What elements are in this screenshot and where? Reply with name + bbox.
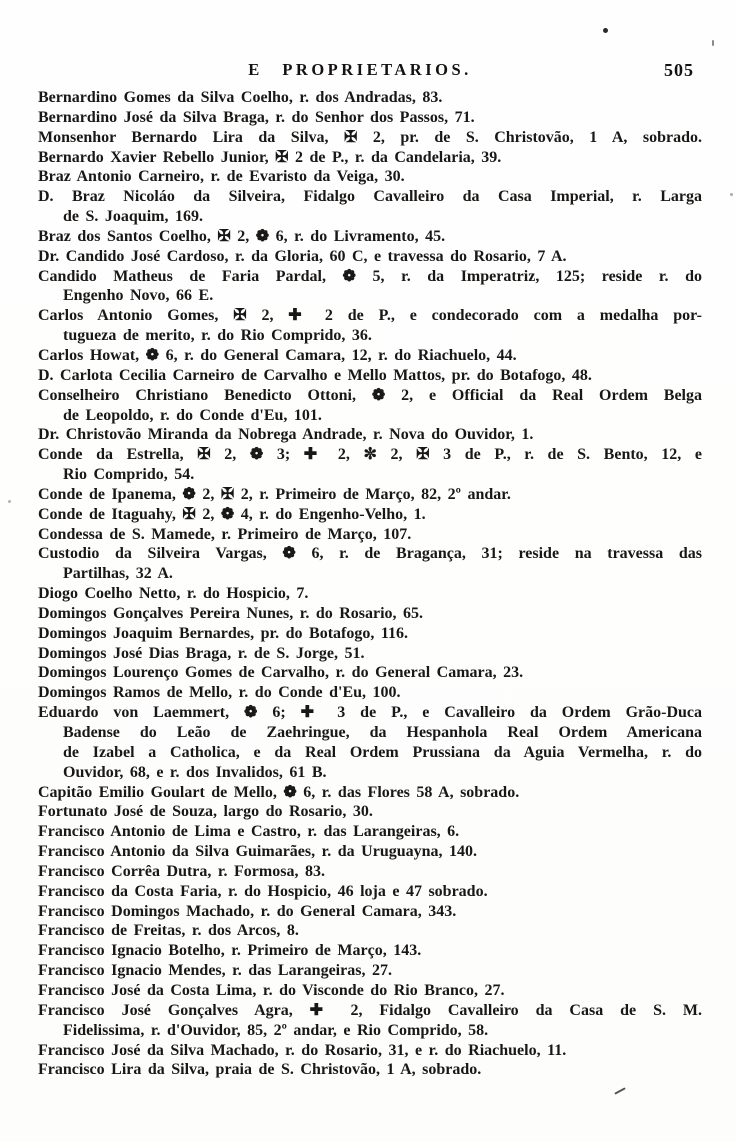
directory-line: Partilhas, 32 A.	[63, 565, 173, 583]
directory-line: D. Carlota Cecilia Carneiro de Carvalho e Mello Mattos, pr. do Botafogo, 48.	[38, 366, 592, 384]
running-head-title: E PROPRIETARIOS.	[248, 60, 472, 79]
directory-line: tugueza de merito, r. do Rio Comprido, 36.	[63, 327, 372, 345]
directory-line: Capitão Emilio Goulart de Mello, ❁ 6, r. das Flores 58 A, sobrado.	[38, 783, 520, 801]
directory-line: Francisco José da Silva Machado, r. do Rosario, 31, e r. do Riachuelo, 11.	[38, 1041, 567, 1059]
directory-line: de Leopoldo, r. do Conde d'Eu, 101.	[63, 406, 322, 424]
directory-line: Braz dos Santos Coelho, ✠ 2, ❁ 6, r. do Livramento, 45.	[38, 227, 446, 245]
directory-line: Francisco Antonio da Silva Guimarães, r. da Uruguayna, 140.	[38, 843, 478, 861]
directory-line: Conde da Estrella, ✠ 2, ❁ 3; ✚ 2, ✼ 2, ✠ 3 de P., r. de S. Bento, 12, e	[38, 446, 702, 464]
directory-line: de S. Joaquim, 169.	[63, 208, 203, 226]
ink-speck	[730, 193, 733, 196]
directory-line: Fortunato José de Souza, largo do Rosario, 30.	[38, 803, 373, 821]
directory-line: Conselheiro Christiano Benedicto Ottoni, ❁ 2, e Official da Real Ordem Belga	[38, 386, 702, 404]
directory-line: Rio Comprido, 54.	[63, 466, 195, 484]
directory-line: Francisco da Costa Faria, r. do Hospicio, 46 loja e 47 sobrado.	[38, 882, 488, 900]
directory-line: Custodio da Silveira Vargas, ❁ 6, r. de Bragança, 31; reside na travessa das	[38, 545, 702, 563]
ink-speck	[603, 28, 608, 33]
directory-line: Francisco Corrêa Dutra, r. Formosa, 83.	[38, 862, 325, 880]
directory-line: Francisco José da Costa Lima, r. do Visconde do Rio Branco, 27.	[38, 981, 505, 999]
directory-line: Diogo Coelho Netto, r. do Hospicio, 7.	[38, 585, 309, 603]
directory-line: Domingos Gonçalves Pereira Nunes, r. do Rosario, 65.	[38, 604, 424, 622]
directory-line: Bernardo Xavier Rebello Junior, ✠ 2 de P., r. da Candelaria, 39.	[38, 148, 502, 166]
directory-entry-list	[38, 88, 702, 1080]
directory-line: Conde de Ipanema, ❁ 2, ✠ 2, r. Primeiro de Março, 82, 2º andar.	[38, 485, 511, 503]
directory-line: Engenho Novo, 66 E.	[63, 287, 214, 305]
directory-line: Condessa de S. Mamede, r. Primeiro de Março, 107.	[38, 525, 412, 543]
directory-line: Dr. Candido José Cardoso, r. da Gloria, 60 C, e travessa do Rosario, 7 A.	[38, 247, 567, 265]
page-number: 505	[664, 60, 694, 80]
directory-line: Francisco Ignacio Mendes, r. das Larangeiras, 27.	[38, 962, 392, 980]
directory-line: Ouvidor, 68, e r. dos Invalidos, 61 B.	[63, 763, 327, 781]
ink-speck	[614, 1087, 626, 1094]
directory-line: Francisco Lira da Silva, praia de S. Christovão, 1 A, sobrado.	[38, 1061, 482, 1079]
directory-line: Domingos Joaquim Bernardes, pr. do Botafogo, 116.	[38, 624, 408, 642]
directory-line: Dr. Christovão Miranda da Nobrega Andrade, r. Nova do Ouvidor, 1.	[38, 426, 534, 444]
directory-line: Francisco José Gonçalves Agra, ✚ 2, Fidalgo Cavalleiro da Casa de S. M.	[38, 1001, 702, 1019]
directory-line: Domingos Lourenço Gomes de Carvalho, r. do General Camara, 23.	[38, 664, 524, 682]
directory-line: Bernardino Gomes da Silva Coelho, r. dos Andradas, 83.	[38, 89, 443, 106]
directory-line: Badense do Leão de Zaehringue, da Hespanhola Real Ordem Americana	[63, 724, 702, 741]
directory-line: Carlos Antonio Gomes, ✠ 2, ✚ 2 de P., e condecorado com a medalha por-	[38, 307, 702, 325]
ink-speck	[8, 500, 11, 503]
directory-line: D. Braz Nicoláo da Silveira, Fidalgo Cavalleiro da Casa Imperial, r. Larga	[38, 188, 702, 206]
directory-line: Francisco de Freitas, r. dos Arcos, 8.	[38, 922, 299, 940]
directory-line: Fidelissima, r. d'Ouvidor, 85, 2º andar, e Rio Comprido, 58.	[63, 1021, 489, 1039]
directory-line: Francisco Antonio de Lima e Castro, r. das Larangeiras, 6.	[38, 823, 460, 841]
directory-line: Domingos José Dias Braga, r. de S. Jorge, 51.	[38, 644, 365, 662]
directory-line: de Izabel a Catholica, e da Real Ordem Prussiana da Aguia Vermelha, r. do	[63, 743, 702, 761]
directory-line: Francisco Ignacio Botelho, r. Primeiro de Março, 143.	[38, 942, 422, 960]
directory-line: Braz Antonio Carneiro, r. de Evaristo da Veiga, 30.	[38, 168, 405, 186]
directory-line: Domingos Ramos de Mello, r. do Conde d'Eu, 100.	[38, 684, 401, 702]
directory-line: Carlos Howat, ❁ 6, r. do General Camara, 12, r. do Riachuelo, 44.	[38, 346, 517, 364]
directory-line: Monsenhor Bernardo Lira da Silva, ✠ 2, pr. de S. Christovão, 1 A, sobrado.	[38, 128, 702, 146]
directory-line: Eduardo von Laemmert, ❁ 6; ✚ 3 de P., e Cavalleiro da Ordem Grão-Duca	[38, 704, 702, 722]
directory-line: Candido Matheus de Faria Pardal, ❁ 5, r. da Imperatriz, 125; reside r. do	[38, 267, 702, 285]
ink-speck	[712, 40, 714, 46]
directory-line: Conde de Itaguahy, ✠ 2, ❁ 4, r. do Engenho-Velho, 1.	[38, 505, 426, 523]
directory-line: Francisco Domingos Machado, r. do General Camara, 343.	[38, 902, 457, 920]
directory-line: Bernardino José da Silva Braga, r. do Senhor dos Passos, 71.	[38, 108, 475, 126]
